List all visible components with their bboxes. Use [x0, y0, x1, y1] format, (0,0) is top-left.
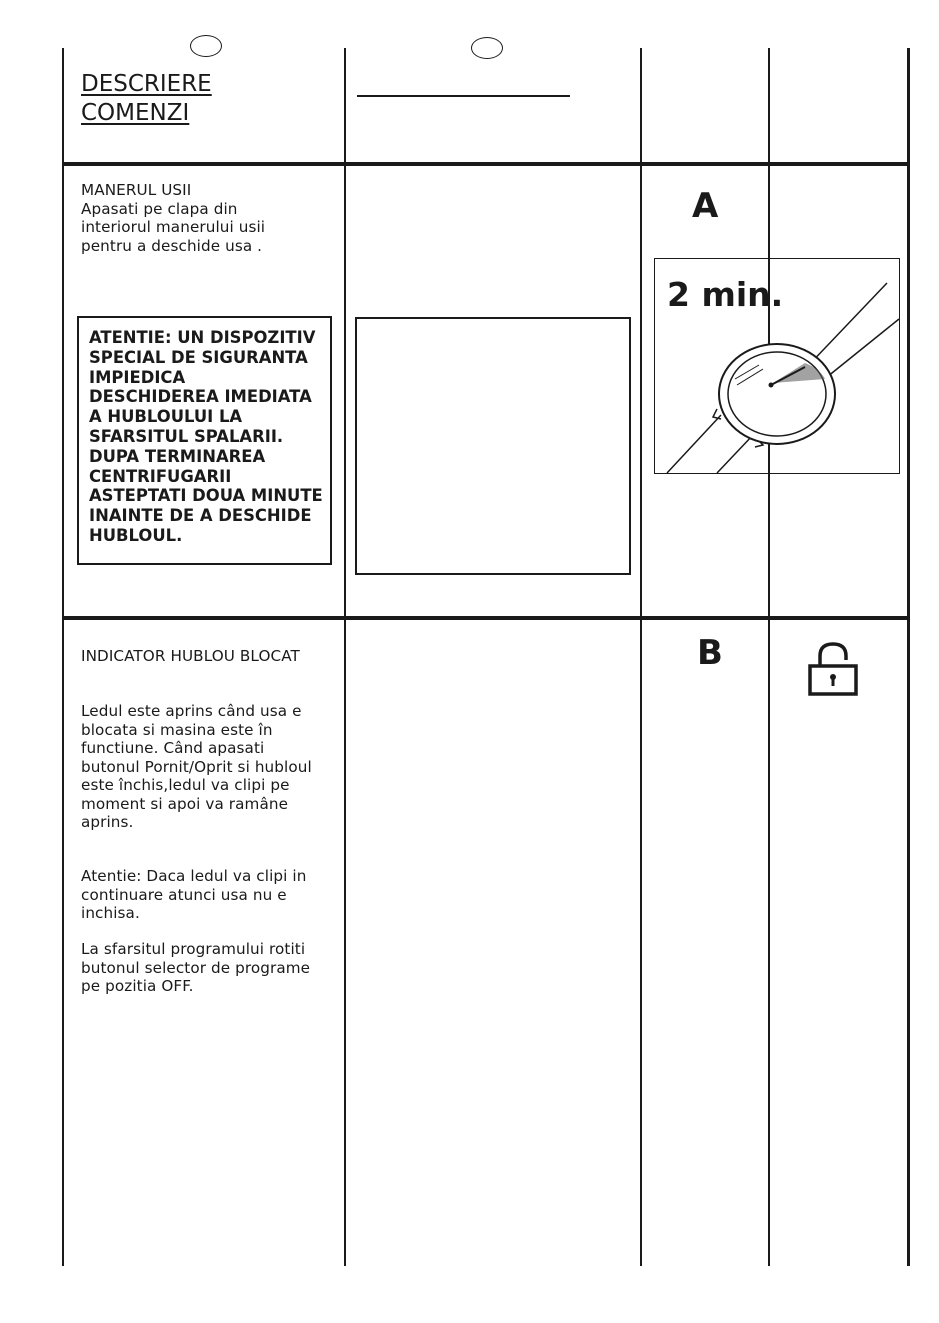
section-b-heading: INDICATOR HUBLOU BLOCAT: [81, 647, 300, 665]
end-line: pe pozitia OFF.: [81, 977, 194, 995]
language-circle-2: [471, 37, 503, 59]
warning-line: ASTEPTATI DOUA MINUTE: [89, 486, 323, 506]
section-b-body-line: functiune. Când apasati: [81, 739, 265, 757]
column-rule-4: [768, 48, 770, 1266]
row-rule-2: [63, 616, 910, 620]
section-a-text: [81, 181, 265, 255]
section-b-body-line: Ledul este aprins când usa e: [81, 702, 302, 720]
warning-box: [77, 316, 332, 565]
wristwatch-illustration: [654, 258, 900, 474]
section-letter-b: B: [697, 633, 723, 673]
section-b-body-line: este închis,ledul va clipi pe: [81, 776, 290, 794]
section-a-body-line: interiorul manerului usii: [81, 218, 266, 236]
end-line: butonul selector de programe: [81, 958, 311, 977]
warning-line: CENTRIFUGARII: [89, 466, 232, 486]
section-b-body-line: blocata si masina este în: [81, 720, 273, 739]
section-b-body-line: butonul Pornit/Oprit si hubloul: [81, 757, 312, 776]
warning-line: HUBLOUL.: [89, 525, 183, 545]
blank-title-line: [357, 95, 570, 97]
section-b-attention: [81, 867, 306, 923]
warning-line: SFARSITUL SPALARII.: [89, 426, 284, 446]
attention-line: inchisa.: [81, 904, 140, 922]
page-title: [81, 70, 212, 128]
padlock-icon: [806, 640, 860, 700]
row-rule-1: [63, 162, 910, 166]
warning-line: DUPA TERMINAREA: [89, 446, 266, 466]
title-line-1: DESCRIERE: [81, 71, 212, 97]
section-b-end: [81, 940, 310, 996]
warning-text: [89, 328, 323, 546]
section-b-body-line: aprins.: [81, 813, 134, 831]
empty-translation-box: [355, 317, 631, 575]
attention-line: Atentie: Daca ledul va clipi in: [81, 867, 307, 885]
column-rule-5: [907, 48, 910, 1266]
section-b-body-line: moment si apoi va ramâne: [81, 794, 289, 813]
column-rule-1: [62, 48, 64, 1266]
column-rule-2: [344, 48, 346, 1266]
warning-line: DESCHIDEREA IMEDIATA: [89, 387, 312, 407]
section-a-body-line: Apasati pe clapa din: [81, 199, 238, 218]
warning-line: ATENTIE: UN DISPOZITIV: [89, 328, 316, 347]
column-rule-3: [640, 48, 642, 1266]
warning-line: IMPIEDICA: [89, 367, 186, 387]
title-line-2: COMENZI: [81, 100, 190, 126]
section-a-heading: MANERUL USII: [81, 181, 192, 199]
warning-line: SPECIAL DE SIGURANTA: [89, 347, 308, 367]
illustration-label: 2 min.: [667, 275, 784, 314]
end-line: La sfarsitul programului rotiti: [81, 940, 306, 958]
language-circle-1: [190, 35, 222, 57]
section-a-body-line: pentru a deschide usa .: [81, 236, 263, 255]
section-b-body: [81, 702, 312, 832]
attention-line: continuare atunci usa nu e: [81, 885, 287, 904]
warning-line: INAINTE DE A DESCHIDE: [89, 506, 312, 526]
warning-line: A HUBLOULUI LA: [89, 407, 243, 427]
section-letter-a: A: [692, 186, 719, 226]
